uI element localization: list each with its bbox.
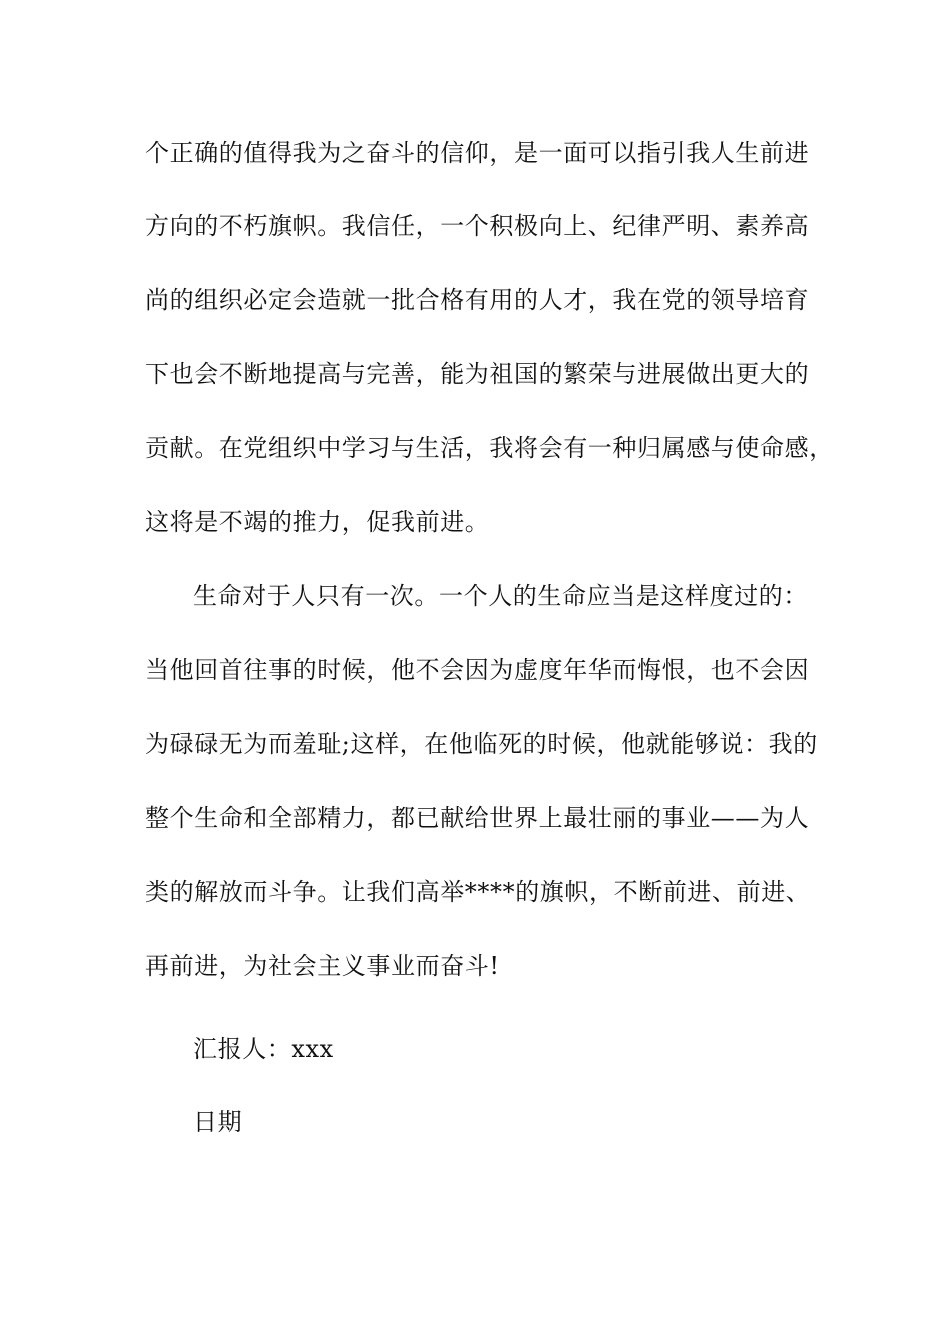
paragraph-line-9: 为碌碌无为而羞耻;这样，在他临死的时候，他就能够说：我的 xyxy=(145,730,818,758)
paragraph-line-11: 类的解放而斗争。让我们高举****的旗帜，不断前进、前进、 xyxy=(145,878,811,906)
paragraph-line-4: 下也会不断地提高与完善，能为祖国的繁荣与进展做出更大的 xyxy=(145,360,810,388)
date-label: 日期 xyxy=(193,1108,243,1136)
reporter-line: 汇报人：xxx xyxy=(193,1035,334,1063)
paragraph-line-1: 个正确的值得我为之奋斗的信仰，是一面可以指引我人生前进 xyxy=(145,139,810,167)
paragraph-line-8: 当他回首往事的时候，他不会因为虚度年华而悔恨，也不会因 xyxy=(145,656,810,684)
paragraph-line-12: 再前进，为社会主义事业而奋斗! xyxy=(145,952,500,980)
paragraph-line-5: 贡献。在党组织中学习与生活，我将会有一种归属感与使命感， xyxy=(145,434,834,462)
paragraph-line-6: 这将是不竭的推力，促我前进。 xyxy=(145,508,490,536)
paragraph-line-7: 生命对于人只有一次。一个人的生命应当是这样度过的： xyxy=(193,582,808,610)
paragraph-line-10: 整个生命和全部精力，都已献给世界上最壮丽的事业——为人 xyxy=(145,804,810,832)
paragraph-line-3: 尚的组织必定会造就一批合格有用的人才，我在党的领导培育 xyxy=(145,286,810,314)
paragraph-line-2: 方向的不朽旗帜。我信任，一个积极向上、纪律严明、素养高 xyxy=(145,212,810,240)
